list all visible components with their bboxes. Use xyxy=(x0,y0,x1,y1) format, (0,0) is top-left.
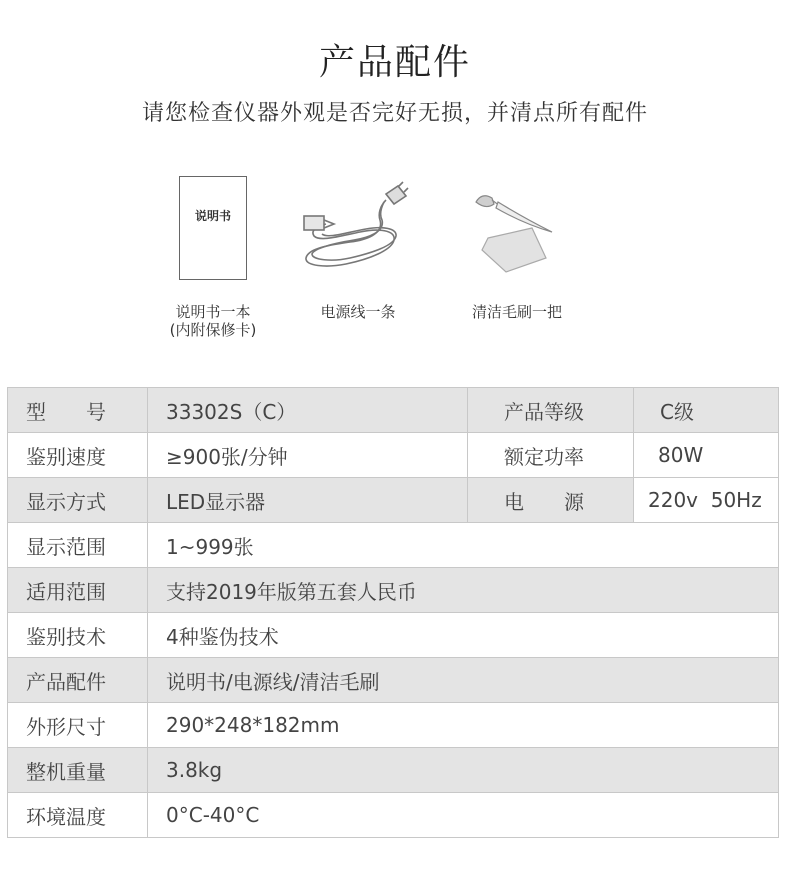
power-cord-icon xyxy=(300,180,416,272)
spec-label: 整机重量 xyxy=(8,748,148,793)
spec-value: 80W xyxy=(634,433,779,478)
table-row xyxy=(8,433,779,478)
table-row xyxy=(8,748,779,793)
spec-value: C级 xyxy=(634,388,779,433)
table-row xyxy=(8,613,779,658)
spec-label: 产品等级 xyxy=(468,388,634,433)
accessory-label-manual xyxy=(160,303,266,339)
manual-box-text: 说明书 xyxy=(194,209,231,223)
spec-label: 环境温度 xyxy=(8,793,148,838)
table-row xyxy=(8,568,779,613)
page-subtitle: 请您检查仪器外观是否完好无损，并清点所有配件 xyxy=(141,101,648,126)
spec-label: 显示范围 xyxy=(8,523,148,568)
spec-label: 鉴别技术 xyxy=(8,613,148,658)
spec-label: 外形尺寸 xyxy=(8,703,148,748)
spec-value: 290*248*182mm xyxy=(148,703,779,748)
manual-label-line2: (内附保修卡) xyxy=(169,321,257,339)
spec-label: 显示方式 xyxy=(8,478,148,523)
spec-value: 33302S（C） xyxy=(148,388,468,433)
manual-illustration xyxy=(179,176,247,280)
page-title: 产品配件 xyxy=(318,42,471,83)
spec-value: 0°C-40°C xyxy=(148,793,779,838)
spec-value: 3.8kg xyxy=(148,748,779,793)
table-row xyxy=(8,388,779,433)
table-row xyxy=(8,793,779,838)
accessory-label-power-cord: 电源线一条 xyxy=(320,303,396,321)
spec-table xyxy=(7,387,779,838)
table-row xyxy=(8,703,779,748)
spec-label: 电 源 xyxy=(468,478,634,523)
spec-value: LED显示器 xyxy=(148,478,468,523)
spec-value: ≥900张/分钟 xyxy=(148,433,468,478)
manual-label-line1: 说明书一本 xyxy=(175,303,251,321)
accessory-label-brush: 清洁毛刷一把 xyxy=(471,303,562,321)
spec-value: 4种鉴伪技术 xyxy=(148,613,779,658)
spec-value: 220v 50Hz xyxy=(634,478,779,523)
brush-icon xyxy=(468,188,560,276)
spec-label: 型 号 xyxy=(8,388,148,433)
spec-value: 支持2019年版第五套人民币 xyxy=(148,568,779,613)
spec-label: 产品配件 xyxy=(8,658,148,703)
spec-value: 1~999张 xyxy=(148,523,779,568)
spec-label: 额定功率 xyxy=(468,433,634,478)
spec-label: 适用范围 xyxy=(8,568,148,613)
table-row xyxy=(8,658,779,703)
table-row xyxy=(8,523,779,568)
table-row xyxy=(8,478,779,523)
spec-label: 鉴别速度 xyxy=(8,433,148,478)
spec-value: 说明书/电源线/清洁毛刷 xyxy=(148,658,779,703)
